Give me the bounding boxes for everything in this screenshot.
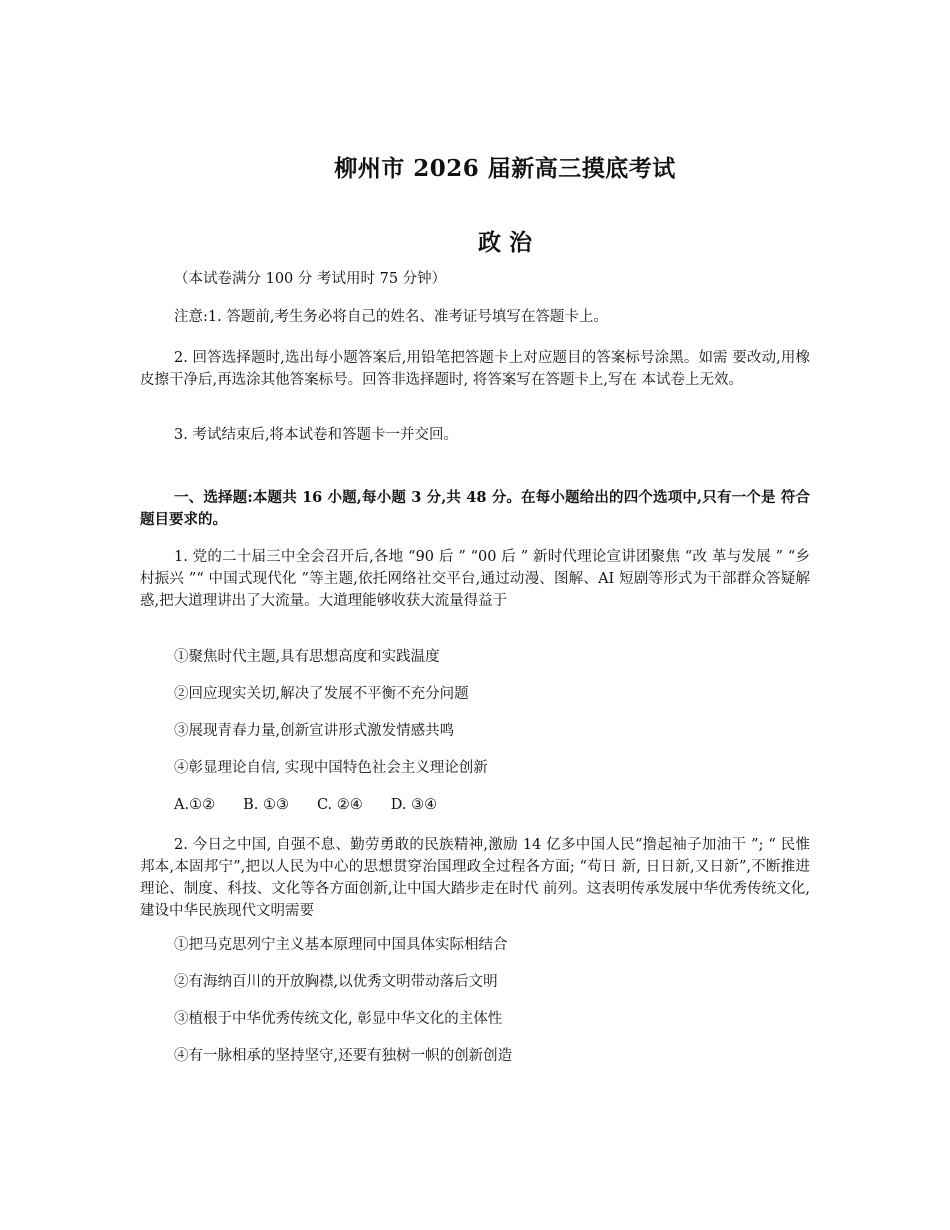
option-d: D. ③④ — [390, 797, 438, 813]
exam-title: 柳州市 2026 届新高三摸底考试 — [334, 155, 676, 182]
question-2-item-3: ③植根于中华优秀传统文化, 彰显中华文化的主体性 — [174, 1011, 503, 1027]
question-2-item-1: ①把马克思列宁主义基本原理同中国具体实际相结合 — [174, 937, 508, 953]
subject-title: 政 治 — [477, 229, 532, 256]
question-2-stem: 2. 今日之中国, 自强不息、勤劳勇敢的民族精神,激励 14 亿多中国人民“撸起袖子加油干 ”; “ 民惟邦本,本固邦宁”,把以人民为中心的思想贯穿治国理政全过程各方面; “苟日 新, 日日新,又日新”,不断推进理论、制度、科技、文化等各方面创新,让中国大踏步走在时代 前列。这表明传承发展中华优秀传统文化, 建设中华民族现代文明需要 — [140, 837, 810, 919]
note-1: 注意:1. 答题前,考生务必将自己的姓名、准考证号填写在答题卡上。 — [174, 309, 608, 325]
note-2: 2. 回答选择题时,选出每小题答案后,用铅笔把答题卡上对应题目的答案标号涂黑。如需 要改动,用橡皮擦干净后,再选涂其他答案标号。回答非选择题时, 将答案写在答题卡上,写在 本试卷上无效。 — [140, 350, 810, 388]
option-a: A.①② — [174, 797, 216, 813]
question-1-item-3: ③展现青春力量,创新宣讲形式激发情感共鸣 — [174, 723, 455, 739]
question-2-item-4: ④有一脉相承的坚持坚守,还要有独树一帜的创新创造 — [174, 1048, 513, 1064]
question-1-item-1: ①聚焦时代主题,具有思想高度和实践温度 — [174, 649, 440, 665]
question-1-item-4: ④彰显理论自信, 实现中国特色社会主义理论创新 — [174, 760, 488, 776]
option-b: B. ①③ — [243, 797, 289, 813]
note-3: 3. 考试结束后,将本试卷和答题卡一并交回。 — [174, 427, 459, 443]
section-heading: 一、选择题:本题共 16 小题,每小题 3 分,共 48 分。在每小题给出的四个选项中,只有一个是 符合题目要求的。 — [140, 489, 810, 528]
question-2-item-2: ②有海纳百川的开放胸襟,以优秀文明带动落后文明 — [174, 974, 498, 990]
exam-info: （本试卷满分 100 分 考试用时 75 分钟） — [174, 271, 447, 287]
question-1-item-2: ②回应现实关切,解决了发展不平衡不充分问题 — [174, 686, 469, 702]
option-c: C. ②④ — [316, 797, 363, 813]
question-1-stem: 1. 党的二十届三中全会召开后,各地 “90 后 ” “00 后 ” 新时代理论宣讲团聚焦 “改 革与发展 ” “乡村振兴 ”“ 中国式现代化 ”等主题,依托网络社交平台,通过动漫、图解、AI 短剧等形式为干部群众答疑解惑,把大道理讲出了大流量。大道理能够收获大流量得益于 — [140, 549, 810, 609]
question-1-options — [174, 794, 465, 816]
